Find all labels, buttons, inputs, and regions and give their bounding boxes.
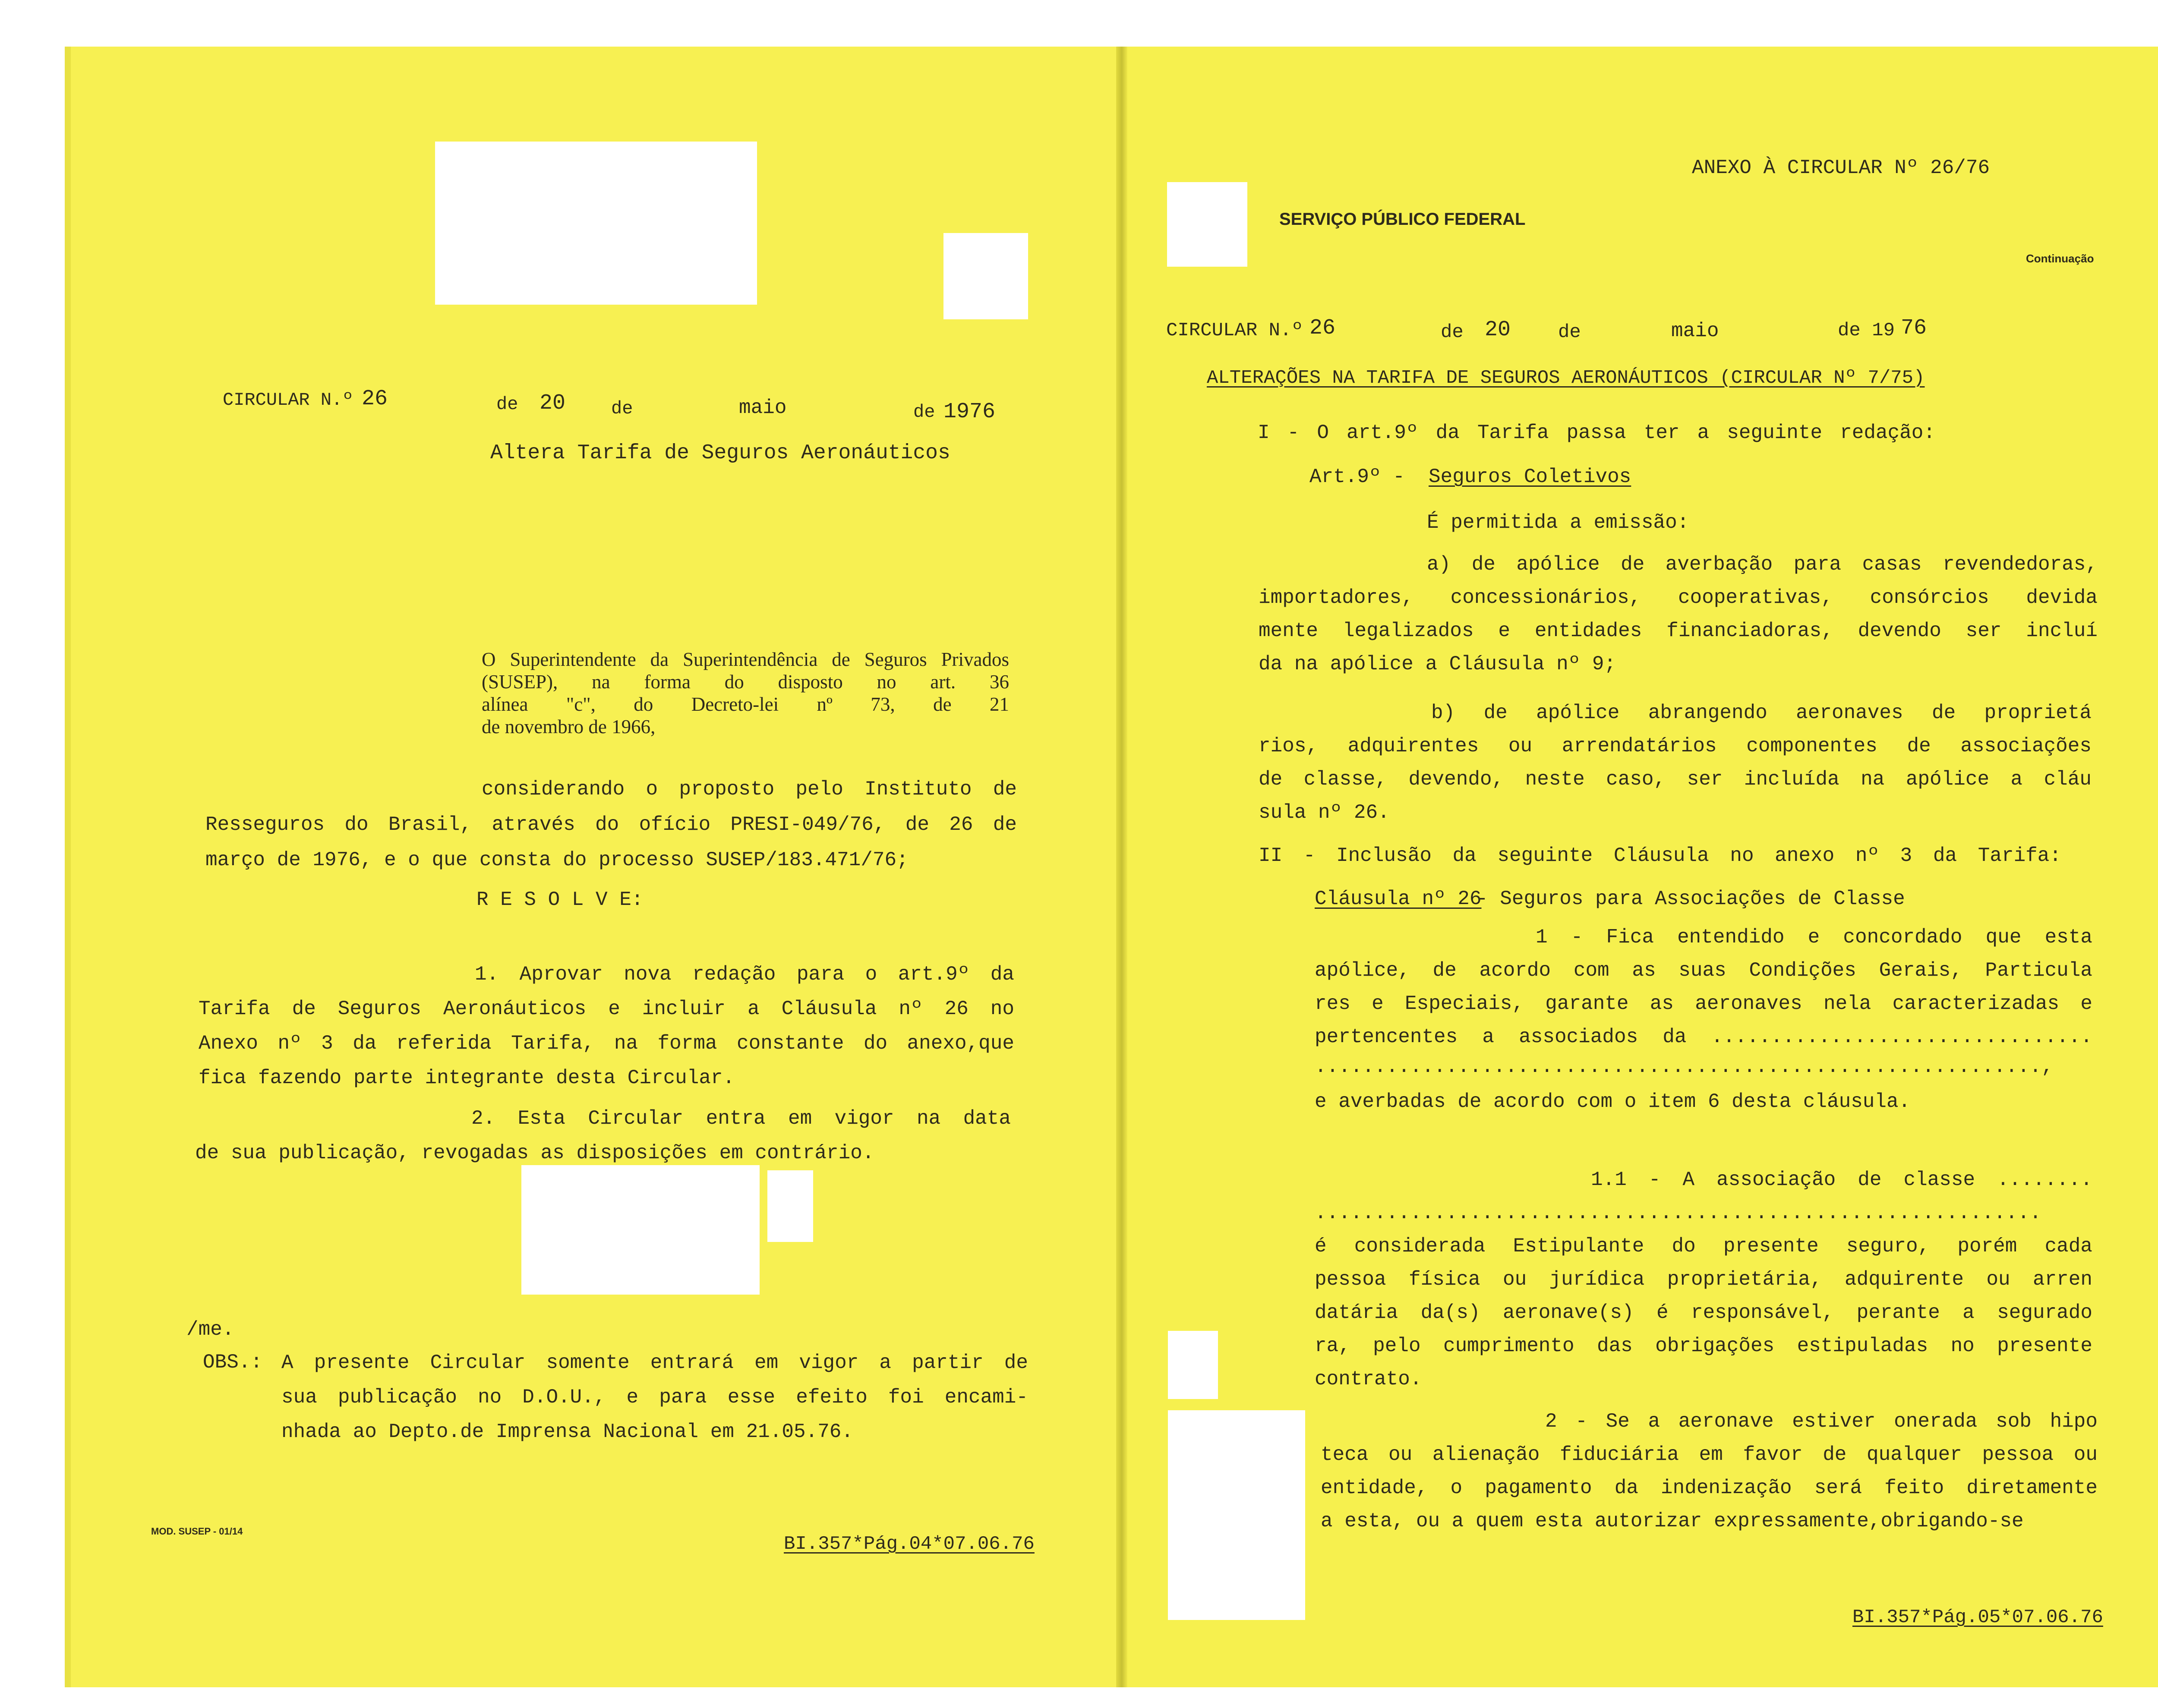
obs-label: OBS.: (203, 1351, 263, 1374)
item-1-paragraph (199, 957, 1014, 1095)
book-spine (1116, 47, 1127, 1687)
item-b-line: rios, adquirentes ou arrendatários componentes de associações (1259, 735, 2092, 757)
resolve-heading: R E S O L V E: (476, 889, 644, 911)
obs-line: nhada ao Depto.de Imprensa Nacional em 21.05.76. (281, 1421, 854, 1443)
service-header: SERVIÇO PÚBLICO FEDERAL (1279, 210, 1526, 229)
left-page-edge (65, 47, 71, 1687)
date-day: 20 (540, 391, 566, 416)
clause-1-line: apólice, de acordo com as suas Condições Gerais, Particula (1315, 959, 2092, 982)
typist-initials: /me. (186, 1318, 234, 1341)
clause-1-line: res e Especiais, garante as aeronaves nela caracterizadas e (1315, 993, 2092, 1015)
item-2-paragraph (195, 1101, 1011, 1170)
circular-label: CIRCULAR N.º (1166, 320, 1303, 341)
clause-1-line: 1 - Fica entendido e concordado que esta (1536, 926, 2092, 949)
circular-number: 26 (362, 387, 388, 411)
date-de: de (611, 398, 633, 419)
clause-1-line: e averbadas de acordo com o item 6 desta cláusula. (1315, 1090, 1911, 1113)
item-b-line: de classe, devendo, neste caso, ser incluída na apólice a cláu (1259, 768, 2092, 791)
clause-1-1-line: ra, pelo cumprimento das obrigações estipuladas no presente (1315, 1335, 2092, 1357)
item-2-line: 2. Esta Circular entra em vigor na data (471, 1107, 1011, 1130)
bulletin-reference: BI.357*Pág.05*07.06.76 (1852, 1607, 2103, 1628)
item-b-paragraph (1259, 696, 2092, 829)
preamble-line: alínea "c", do Decreto-lei nº 73, de 21 (482, 693, 1009, 715)
continuation-label: Continuação (2026, 252, 2094, 265)
considering-line: março de 1976, e o que consta do processo SUSEP/183.471/76; (205, 849, 909, 871)
preamble-line: de novembro de 1966, (482, 716, 656, 737)
clause-title: - Seguros para Associações de Classe (1476, 888, 1905, 910)
article-label: Art.9º - (1309, 466, 1405, 488)
clause-1-1-line: é considerada Estipulante do presente seguro, porém cada (1315, 1235, 2092, 1257)
clause-label: Cláusula nº 26 (1315, 888, 1482, 910)
redaction-block (1167, 182, 1247, 267)
date-de: de (1441, 321, 1464, 343)
date-month: maio (739, 397, 787, 419)
clause-1-1-line: contrato. (1315, 1368, 1422, 1390)
item-b-line: b) de apólice abrangendo aeronaves de proprietá (1431, 702, 2092, 724)
preamble (482, 648, 1009, 738)
circular-label: CIRCULAR N.º (223, 390, 353, 410)
redaction-block (1168, 1410, 1305, 1620)
item-1-line: 1. Aprovar nova redação para o art.9º da (475, 963, 1014, 986)
item-a-line: a) de apólice de averbação para casas revendedoras, (1427, 553, 2098, 576)
redaction-block (767, 1170, 813, 1242)
circular-subject: Altera Tarifa de Seguros Aeronáuticos (490, 441, 950, 465)
clause-1-paragraph (1315, 921, 2092, 1119)
redaction-block (521, 1165, 760, 1295)
obs-line: A presente Circular somente entrará em vigor a partir de (281, 1352, 1028, 1374)
date-year: 1976 (943, 400, 996, 424)
clause-2-line: entidade, o pagamento da indenização será feito diretamente (1321, 1477, 2098, 1499)
annex-title: ANEXO À CIRCULAR Nº 26/76 (1692, 157, 1990, 179)
item-a-paragraph (1259, 548, 2098, 681)
item-1-line: Tarifa de Seguros Aeronáuticos e incluir a Cláusula nº 26 no (199, 998, 1014, 1020)
form-code: MOD. SUSEP - 01/14 (151, 1526, 243, 1537)
permitted-issuance: É permitida a emissão: (1427, 511, 1689, 534)
clause-1-line: pertencentes a associados da ................................ (1315, 1026, 2092, 1048)
annex-subject-title: ALTERAÇÕES NA TARIFA DE SEGUROS AERONÁUTICOS (CIRCULAR Nº 7/75) (1207, 367, 1925, 389)
clause-1-1-line: ............................................................. (1315, 1202, 2041, 1224)
considering-line: Resseguros do Brasil, através do ofício PRESI-049/76, de 26 de (205, 813, 1017, 836)
clause-1-1-line: datária da(s) aeronave(s) é responsável, perante a segurado (1315, 1301, 2092, 1324)
clause-2-paragraph (1321, 1405, 2098, 1538)
date-month: maio (1671, 320, 1719, 342)
item-1-line: Anexo nº 3 da referida Tarifa, na forma constante do anexo,que (199, 1032, 1014, 1055)
date-year: 76 (1901, 316, 1927, 340)
item-a-line: mente legalizados e entidades financiadoras, devendo ser incluí (1259, 620, 2098, 642)
clause-2-line: a esta, ou a quem esta autorizar expressamente,obrigando-se (1321, 1510, 2024, 1532)
date-day: 20 (1485, 318, 1511, 342)
redaction-block (1168, 1331, 1218, 1399)
date-de: de (1558, 321, 1581, 343)
clause-1-1-line: 1.1 - A associação de classe ........ (1591, 1169, 2092, 1191)
clause-1-line: ............................................................., (1315, 1056, 2054, 1078)
item-1-line: fica fazendo parte integrante desta Circular. (199, 1067, 735, 1089)
preamble-line: (SUSEP), na forma do disposto no art. 36 (482, 671, 1009, 693)
date-de: de (496, 394, 518, 415)
item-a-line: importadores, concessionários, cooperativas, consórcios devida (1259, 586, 2098, 609)
bulletin-reference: BI.357*Pág.04*07.06.76 (784, 1533, 1035, 1555)
obs-line: sua publicação no D.O.U., e para esse efeito foi encami- (281, 1386, 1028, 1409)
considering-line: considerando o proposto pelo Instituto de (482, 778, 1017, 800)
clause-1-1-paragraph (1315, 1163, 2092, 1396)
obs-note (281, 1346, 1028, 1449)
article-title: Seguros Coletivos (1429, 466, 1631, 488)
preamble-line: O Superintendente da Superintendência de Seguros Privados (482, 649, 1009, 670)
clause-2-line: 2 - Se a aeronave estiver onerada sob hipo (1545, 1410, 2098, 1433)
item-ii: II - Inclusão da seguinte Cláusula no anexo nº 3 da Tarifa: (1259, 845, 2061, 867)
circular-number: 26 (1309, 316, 1336, 340)
clause-2-line: teca ou alienação fiduciária em favor de qualquer pessoa ou (1321, 1443, 2098, 1466)
date-de: de 19 (1838, 320, 1895, 341)
considering-paragraph (205, 772, 1017, 878)
item-2-line: de sua publicação, revogadas as disposições em contrário. (195, 1142, 874, 1164)
item-a-line: da na apólice a Cláusula nº 9; (1259, 653, 1616, 675)
item-b-line: sula nº 26. (1259, 801, 1390, 824)
redaction-block (435, 142, 757, 305)
redaction-block (943, 233, 1028, 319)
item-i: I - O art.9º da Tarifa passa ter a seguinte redação: (1258, 422, 1935, 444)
date-de: de (913, 402, 935, 422)
clause-1-1-line: pessoa física ou jurídica proprietária, adquirente ou arren (1315, 1268, 2092, 1291)
